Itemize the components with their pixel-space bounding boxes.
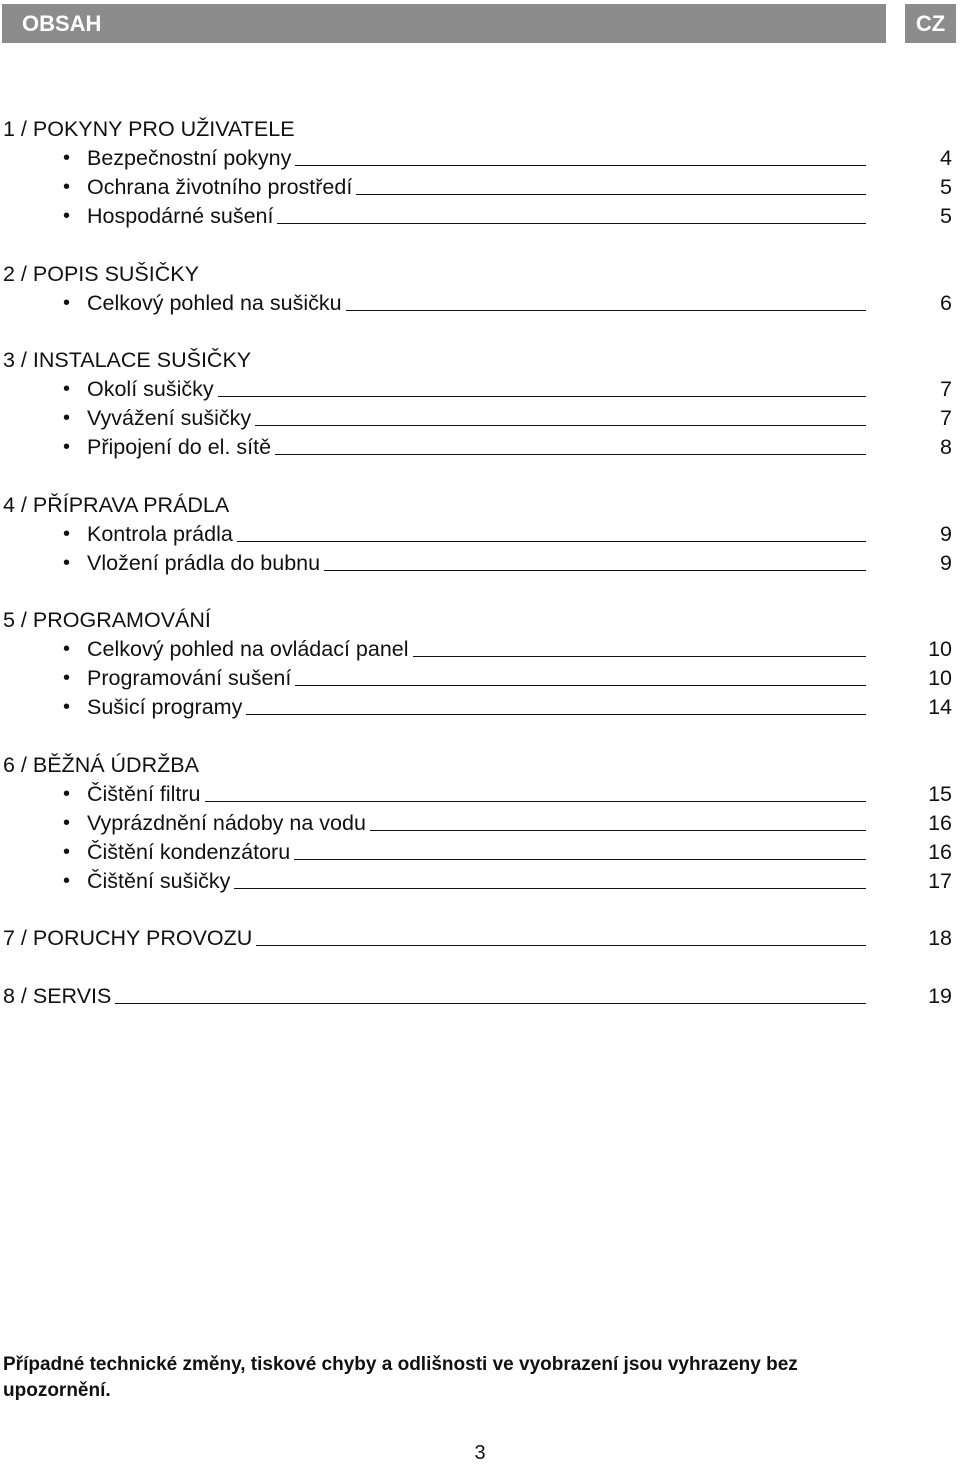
bullet-icon: • [63,522,71,545]
toc-page-number: 6 [940,290,952,315]
toc-entry [0,664,960,693]
toc-leader-line [115,982,866,1004]
toc-page-number: 5 [940,204,952,228]
toc-entry-label: Bezpečnostní pokyny [87,146,292,170]
bullet-icon: • [63,696,71,718]
toc-page-number: 9 [940,550,952,575]
header-language-badge [905,4,956,43]
toc-leader-line [294,838,866,860]
toc-entry [0,202,960,231]
disclaimer: Případné technické změny, tiskové chyby a odlišnosti ve vyobrazení jsou vyhrazeny bez upozornění. [3,1354,798,1401]
toc-entry [0,780,960,809]
toc-page-number: 18 [928,926,952,950]
toc-entry [0,173,960,202]
toc-section [0,606,960,635]
toc-page-number: 16 [928,810,952,835]
bullet-icon: • [63,407,71,429]
toc-section-label: 5 / PROGRAMOVÁNÍ [3,608,211,632]
bullet-icon: • [63,638,71,660]
toc-section-label: 2 / POPIS SUŠIČKY [3,261,199,286]
toc-page-number: 7 [940,377,952,401]
bullet-icon: • [63,436,71,458]
toc-entry-label: Okolí sušičky [87,377,214,401]
toc-section-label: 6 / BĚŽNÁ ÚDRŽBA [3,752,199,777]
toc-page-number: 7 [940,406,952,430]
toc-entry [0,635,960,664]
toc-section-label: 8 / SERVIS [3,983,112,1008]
toc-section [0,924,960,953]
toc-page-number: 17 [928,868,952,893]
toc-entry-label: Celkový pohled na ovládací panel [87,637,409,661]
toc-entry [0,144,960,173]
toc-entry [0,693,960,722]
toc-entry [0,867,960,896]
toc-entry [0,809,960,838]
toc-entry [0,549,960,578]
footer-page-number: 3 [474,1442,486,1464]
toc-entry-label: Hospodárné sušení [87,204,274,228]
toc-section-label: 7 / PORUCHY PROVOZU [3,926,253,950]
toc-leader-line [256,924,866,946]
toc-section-label: 4 / PŘÍPRAVA PRÁDLA [3,492,230,517]
toc-entry-label: Celkový pohled na sušičku [87,290,342,315]
toc-section-label: 1 / POKYNY PRO UŽIVATELE [3,117,295,141]
toc-entry [0,289,960,318]
toc-leader-line [205,780,866,802]
toc-entry [0,520,960,549]
bullet-icon: • [63,840,71,863]
bullet-icon: • [63,205,71,227]
toc-page-number: 10 [928,637,952,661]
bullet-icon: • [63,811,71,834]
toc-section [0,751,960,780]
toc-leader-line [234,867,866,889]
toc-page-number: 14 [928,695,952,719]
toc-leader-line [295,144,866,166]
toc-entry-label: Čištění sušičky [87,868,231,893]
toc-entry-label: Připojení do el. sítě [87,435,272,459]
header-lang: CZ [915,10,946,36]
toc-leader-line [370,809,866,831]
toc-page-number: 10 [928,666,952,690]
bullet-icon: • [63,551,71,574]
toc-section [0,115,960,144]
toc-entry-label: Vyprázdnění nádoby na vodu [87,810,366,835]
toc-leader-line [356,173,866,195]
toc-leader-line [295,664,866,686]
toc-leader-line [218,375,866,397]
toc-entry [0,433,960,462]
toc-entry-label: Vložení prádla do bubnu [87,550,321,575]
toc-page-number: 15 [928,781,952,806]
toc-entry-label: Čištění kondenzátoru [87,839,291,864]
toc-entry-label: Ochrana životního prostředí [87,175,353,199]
toc-leader-line [413,635,866,657]
toc-leader-line [255,404,866,426]
toc-section [0,491,960,520]
toc-page-number: 9 [940,521,952,546]
toc-page-number: 8 [940,435,952,459]
header-title: OBSAH [22,10,102,36]
toc-section-label: 3 / INSTALACE SUŠIČKY [3,348,252,372]
bullet-icon: • [63,869,71,892]
toc-entry-label: Sušicí programy [87,695,243,719]
bullet-icon: • [63,782,71,805]
toc-leader-line [237,520,866,542]
bullet-icon: • [63,176,71,198]
toc-entry-label: Kontrola prádla [87,521,233,546]
toc-leader-line [277,202,866,224]
toc-entry-label: Čištění filtru [87,781,201,806]
bullet-icon: • [63,147,71,169]
toc-page-number: 16 [928,839,952,864]
toc-entry-label: Vyvážení sušičky [87,406,252,430]
bullet-icon: • [63,291,71,314]
toc-section [0,982,960,1011]
toc-leader-line [324,549,866,571]
toc-page-number: 4 [940,146,952,170]
toc-entry [0,838,960,867]
toc-entry [0,375,960,404]
toc-section [0,260,960,289]
toc-page-number: 19 [928,983,952,1008]
bullet-icon: • [63,378,71,400]
toc-entry-label: Programování sušení [87,666,292,690]
toc-entry [0,404,960,433]
header-title-bar [2,4,886,43]
toc-leader-line [246,693,866,715]
bullet-icon: • [63,667,71,689]
toc-leader-line [346,289,866,311]
toc-leader-line [275,433,866,455]
toc-section [0,346,960,375]
toc-page-number: 5 [940,175,952,199]
